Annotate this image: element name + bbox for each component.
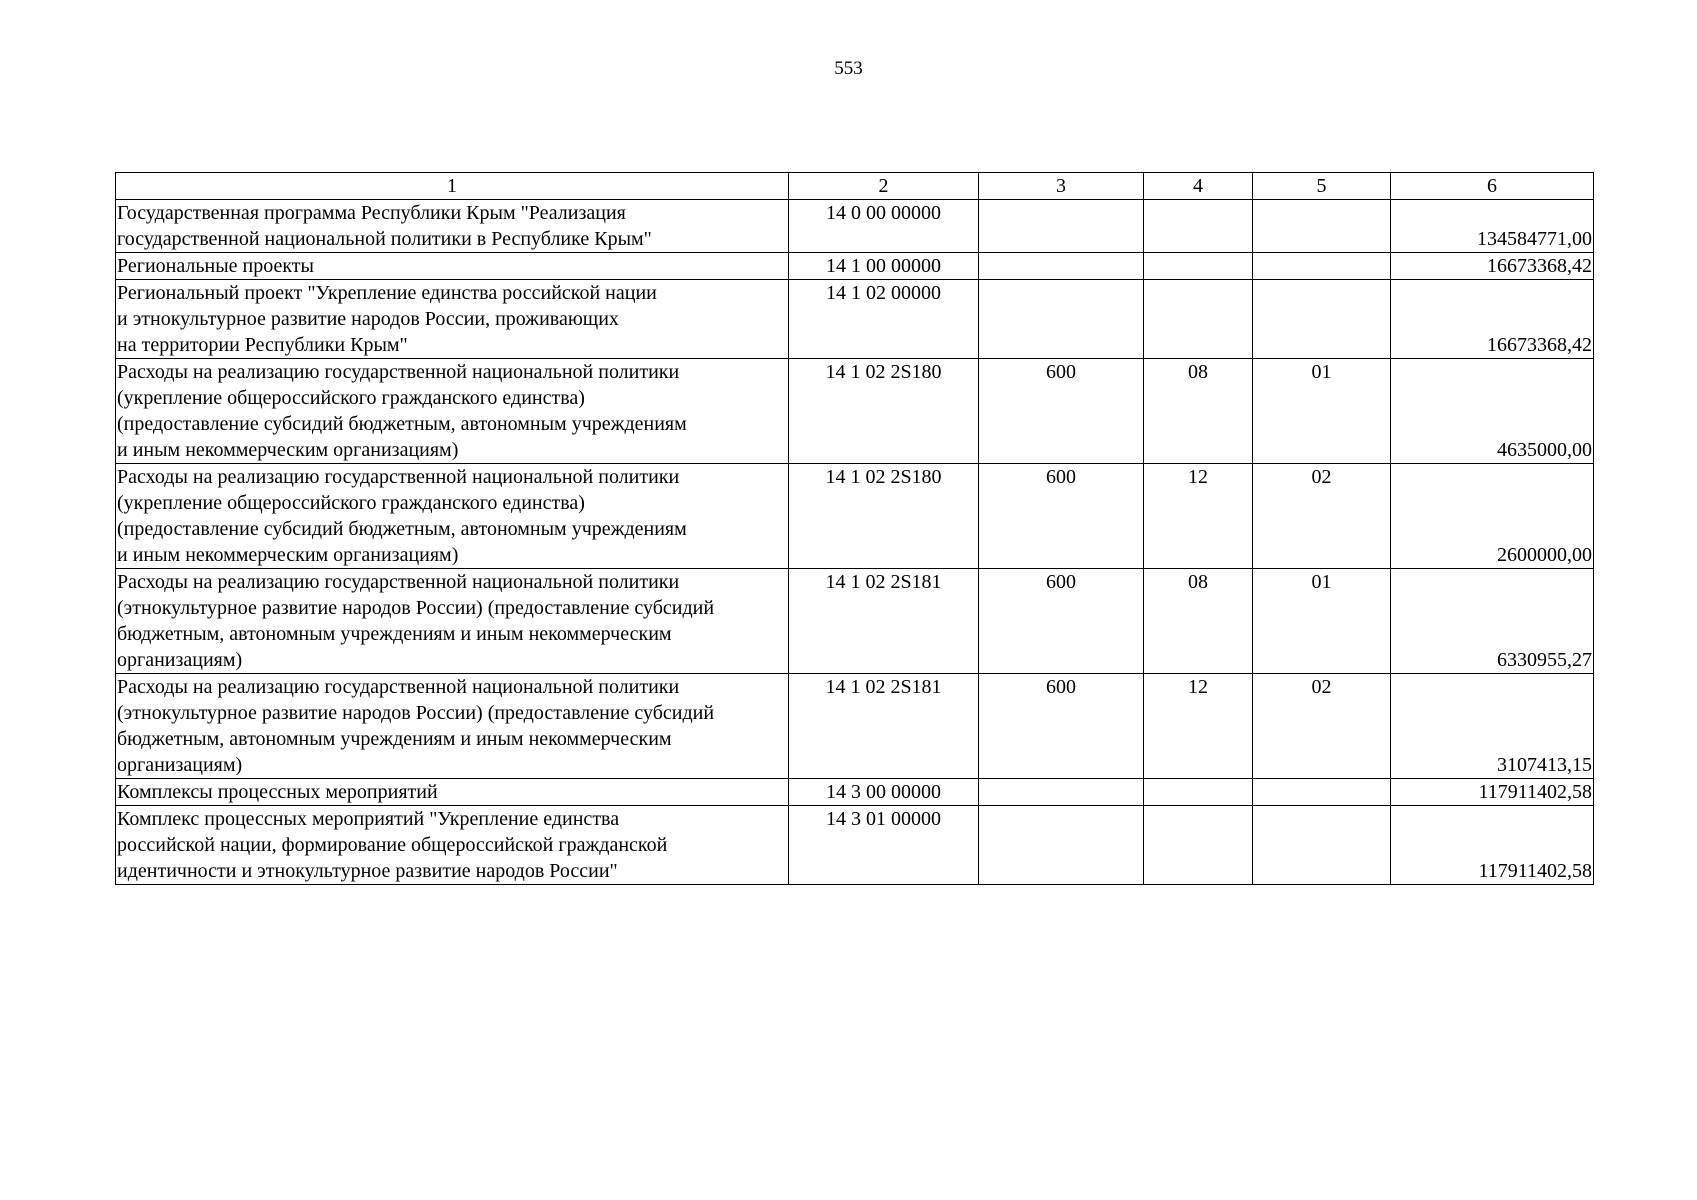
- header-cell-6: 6: [1391, 173, 1594, 200]
- row-sum: 4635000,00: [1391, 359, 1594, 464]
- row-sum: 2600000,00: [1391, 464, 1594, 569]
- row-vr: 600: [979, 674, 1144, 779]
- row-name: Расходы на реализацию государственной национальной политики (этнокультурное развитие народов России) (предоставление субсидий бюджетным, автономным учреждениям и иным некоммерческим организациям): [116, 569, 789, 674]
- table-row: [116, 779, 1594, 806]
- row-name: Комплекс процессных мероприятий "Укрепление единства российской нации, формирование общероссийской гражданской идентичности и этнокультурное развитие народов России": [116, 806, 789, 885]
- row-sum: 117911402,58: [1391, 779, 1594, 806]
- row-name: Региональный проект "Укрепление единства российской нации и этнокультурное развитие народов России, проживающих на территории Республики Крым": [116, 280, 789, 359]
- row-code: 14 1 02 2S181: [789, 674, 979, 779]
- row-rz: 08: [1144, 359, 1253, 464]
- table-row: [116, 674, 1594, 779]
- row-name: Расходы на реализацию государственной национальной политики (укрепление общероссийского гражданского единства) (предоставление субсидий бюджетным, автономным учреждениям и иным некоммерческим организациям): [116, 464, 789, 569]
- row-rz: [1144, 200, 1253, 253]
- row-code: 14 1 00 00000: [789, 253, 979, 280]
- table-row: [116, 569, 1594, 674]
- row-pr: 02: [1253, 674, 1391, 779]
- row-vr: 600: [979, 464, 1144, 569]
- row-sum: 117911402,58: [1391, 806, 1594, 885]
- header-cell-3: 3: [979, 173, 1144, 200]
- row-pr: 01: [1253, 359, 1391, 464]
- row-sum: 16673368,42: [1391, 280, 1594, 359]
- table-row: [116, 200, 1594, 253]
- row-pr: 02: [1253, 464, 1391, 569]
- budget-table: [115, 172, 1594, 885]
- row-name: Региональные проекты: [116, 253, 789, 280]
- row-code: 14 3 00 00000: [789, 779, 979, 806]
- row-code: 14 1 02 2S180: [789, 359, 979, 464]
- row-pr: [1253, 280, 1391, 359]
- header-cell-1: 1: [116, 173, 789, 200]
- row-pr: [1253, 200, 1391, 253]
- table-row: [116, 253, 1594, 280]
- header-cell-2: 2: [789, 173, 979, 200]
- row-rz: [1144, 280, 1253, 359]
- table-header-row: [116, 173, 1594, 200]
- row-name: Расходы на реализацию государственной национальной политики (укрепление общероссийского гражданского единства) (предоставление субсидий бюджетным, автономным учреждениям и иным некоммерческим организациям): [116, 359, 789, 464]
- row-code: 14 1 02 00000: [789, 280, 979, 359]
- table-row: [116, 464, 1594, 569]
- row-rz: [1144, 806, 1253, 885]
- row-code: 14 1 02 2S180: [789, 464, 979, 569]
- table-row: [116, 359, 1594, 464]
- row-vr: 600: [979, 569, 1144, 674]
- row-pr: [1253, 779, 1391, 806]
- row-name: Комплексы процессных мероприятий: [116, 779, 789, 806]
- row-sum: 134584771,00: [1391, 200, 1594, 253]
- row-vr: [979, 280, 1144, 359]
- row-rz: [1144, 253, 1253, 280]
- header-cell-5: 5: [1253, 173, 1391, 200]
- row-sum: 6330955,27: [1391, 569, 1594, 674]
- table-row: [116, 280, 1594, 359]
- row-code: 14 3 01 00000: [789, 806, 979, 885]
- row-pr: [1253, 253, 1391, 280]
- row-sum: 16673368,42: [1391, 253, 1594, 280]
- row-code: 14 1 02 2S181: [789, 569, 979, 674]
- row-vr: [979, 779, 1144, 806]
- row-rz: 12: [1144, 464, 1253, 569]
- row-rz: 12: [1144, 674, 1253, 779]
- row-pr: [1253, 806, 1391, 885]
- header-cell-4: 4: [1144, 173, 1253, 200]
- row-vr: [979, 253, 1144, 280]
- row-rz: 08: [1144, 569, 1253, 674]
- row-vr: [979, 200, 1144, 253]
- row-vr: 600: [979, 359, 1144, 464]
- row-vr: [979, 806, 1144, 885]
- page-number: 553: [834, 58, 863, 79]
- row-code: 14 0 00 00000: [789, 200, 979, 253]
- row-name: Государственная программа Республики Крым "Реализация государственной национальной политики в Республике Крым": [116, 200, 789, 253]
- row-rz: [1144, 779, 1253, 806]
- row-pr: 01: [1253, 569, 1391, 674]
- table-row: [116, 806, 1594, 885]
- row-name: Расходы на реализацию государственной национальной политики (этнокультурное развитие народов России) (предоставление субсидий бюджетным, автономным учреждениям и иным некоммерческим организациям): [116, 674, 789, 779]
- row-sum: 3107413,15: [1391, 674, 1594, 779]
